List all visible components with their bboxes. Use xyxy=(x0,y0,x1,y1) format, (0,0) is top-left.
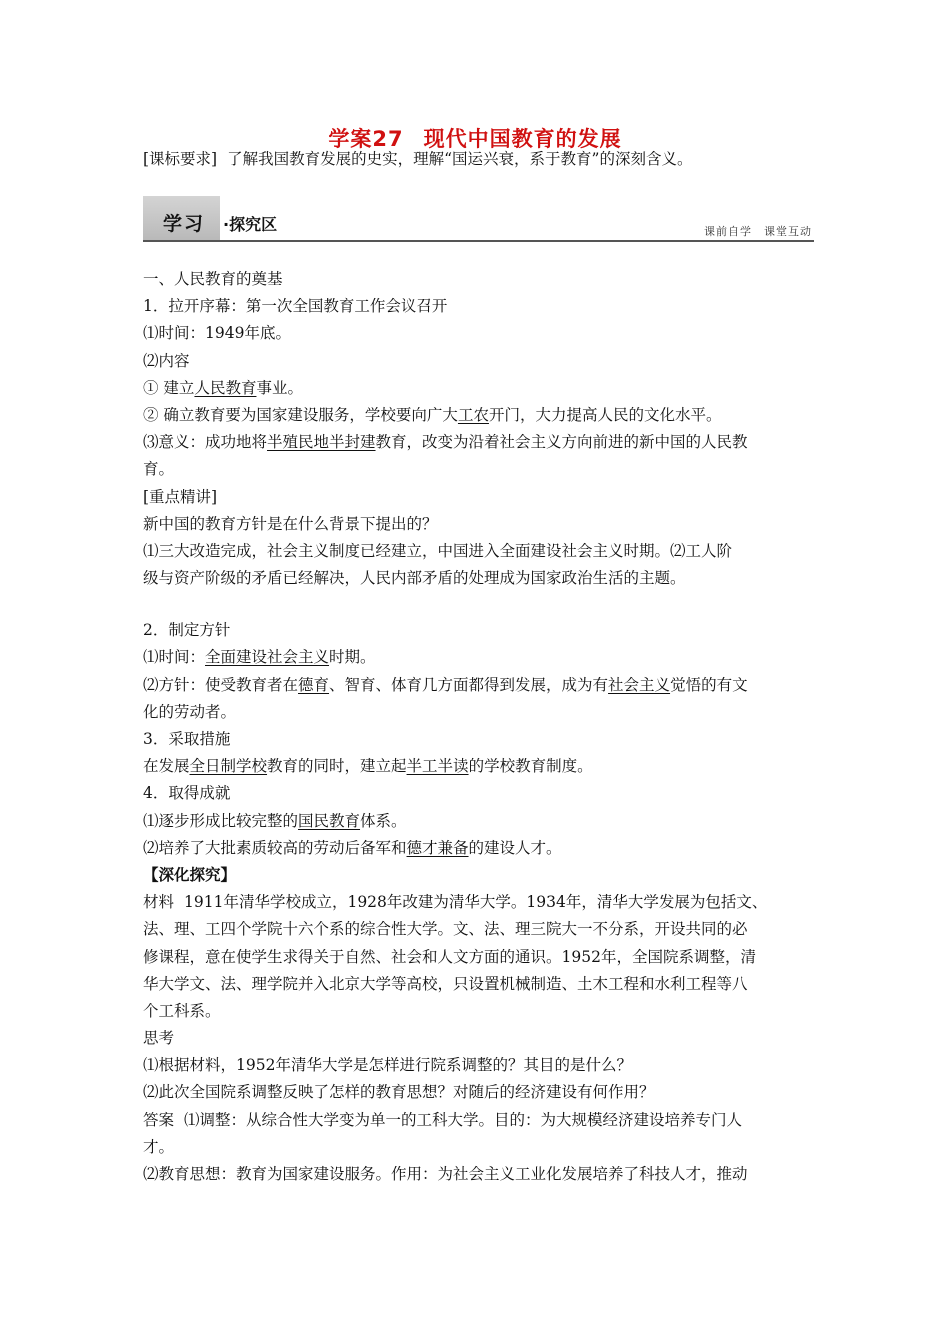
deep-inquiry-heading: 【深化探究】 xyxy=(143,865,237,884)
text-line: 答案 ⑴调整：从综合性大学变为单一的工科大学。目的：为大规模经济建设培养专门人 xyxy=(143,1110,743,1129)
curriculum-text: 了解我国教育发展的史实，理解“国运兴衰，系于教育”的深刻含义。 xyxy=(227,150,693,168)
banner-subtitle: ·探究区 xyxy=(223,215,278,234)
fill-answer: 半工半读 xyxy=(406,757,469,776)
text-line: 4．取得成就 xyxy=(143,784,231,803)
main-content xyxy=(143,266,815,1188)
text-line: 材料 1911年清华学校成立，1928年改建为清华大学。1934年，清华大学发展为包括文、 xyxy=(143,893,768,912)
fill-answer: 全日制学校 xyxy=(189,757,268,776)
text-line: 级与资产阶级的矛盾已经解决，人民内部矛盾的处理成为国家政治生活的主题。 xyxy=(143,569,686,588)
text-line: ⑴三大改造完成，社会主义制度已经建立，中国进入全面建设社会主义时期。⑵工人阶 xyxy=(143,541,733,560)
banner-right-label-2: 课堂互动 xyxy=(764,225,812,238)
text-line: 新中国的教育方针是在什么背景下提出的？ xyxy=(143,514,438,533)
text-line: ⑴时间：1949年底。 xyxy=(143,324,291,343)
key-points-label: [重点精讲] xyxy=(143,487,218,506)
text-line: 才。 xyxy=(143,1137,175,1156)
text-line: 育。 xyxy=(143,460,175,479)
section-heading: 一、人民教育的奠基 xyxy=(143,270,283,288)
fill-answer: 半殖民地半封建 xyxy=(267,433,376,452)
question-line: ⑵此次全国院系调整反映了怎样的教育思想？对随后的经济建设有何作用？ xyxy=(143,1083,655,1102)
text-line: ⑴逐步形成比较完整的国民教育体系。 xyxy=(143,811,407,830)
text-line: 化的劳动者。 xyxy=(143,702,237,721)
banner-rule xyxy=(143,240,814,242)
fill-answer: 工农 xyxy=(457,405,489,424)
curriculum-requirement xyxy=(143,147,692,169)
text-line: 1．拉开序幕：第一次全国教育工作会议召开 xyxy=(143,297,448,316)
title-text: 现代中国教育的发展 xyxy=(423,127,622,151)
think-label: 思考 xyxy=(143,1029,175,1048)
text-line: ⑶意义：成功地将半殖民地半封建教育，改变为沿着社会主义方向前进的新中国的人民教 xyxy=(143,433,748,452)
text-line: ① 建立人民教育事业。 xyxy=(143,378,303,397)
text-line: ⑵培养了大批素质较高的劳动后备军和德才兼备的建设人才。 xyxy=(143,838,562,857)
text-line: 法、理、工四个学院十六个系的综合性大学。文、法、理三院大一不分系，开设共同的必 xyxy=(143,920,748,939)
fill-answer: 社会主义 xyxy=(608,675,671,694)
text-line: ⑵内容 xyxy=(143,351,190,370)
answer-label: 答案 xyxy=(143,1110,175,1129)
text-line: 华大学文、法、理学院并入北京大学等高校，只设置机械制造、土木工程和水利工程等八 xyxy=(143,974,748,993)
text-line: 个工科系。 xyxy=(143,1001,221,1020)
fill-answer: 德才兼备 xyxy=(406,838,469,857)
fill-answer: 全面建设社会主义 xyxy=(205,648,330,667)
text-line: ⑴时间：全面建设社会主义时期。 xyxy=(143,648,376,667)
material-label: 材料 xyxy=(143,893,175,912)
question-line: ⑴根据材料，1952年清华大学是怎样进行院系调整的？其目的是什么？ xyxy=(143,1056,632,1075)
fill-answer: 国民教育 xyxy=(298,811,361,830)
title-number: 学案27 xyxy=(328,127,404,151)
fill-answer: 德育 xyxy=(298,675,330,694)
text-line: 在发展全日制学校教育的同时，建立起半工半读的学校教育制度。 xyxy=(143,757,593,776)
section-banner xyxy=(143,196,814,242)
banner-right-labels xyxy=(704,223,812,239)
text-line: ⑵方针：使受教育者在德育、智育、体育几方面都得到发展，成为有社会主义觉悟的有文 xyxy=(143,675,748,694)
text-line: ⑵教育思想：教育为国家建设服务。作用：为社会主义工业化发展培养了科技人才，推动 xyxy=(143,1165,748,1183)
text-line: 3．采取措施 xyxy=(143,730,231,748)
text-line: 修课程，意在使学生求得关于自然、社会和人文方面的通识。1952年，全国院系调整，清 xyxy=(143,947,756,966)
banner-right-label-1: 课前自学 xyxy=(704,225,752,238)
text-line: ② 确立教育要为国家建设服务，学校要向广大工农开门，大力提高人民的文化水平。 xyxy=(143,405,722,424)
fill-answer: 人民教育 xyxy=(194,378,257,397)
banner-tab-label: 学习 xyxy=(163,213,206,235)
text-line: 2．制定方针 xyxy=(143,621,231,640)
spacer xyxy=(143,592,815,617)
curriculum-label: [课标要求] xyxy=(143,150,218,168)
